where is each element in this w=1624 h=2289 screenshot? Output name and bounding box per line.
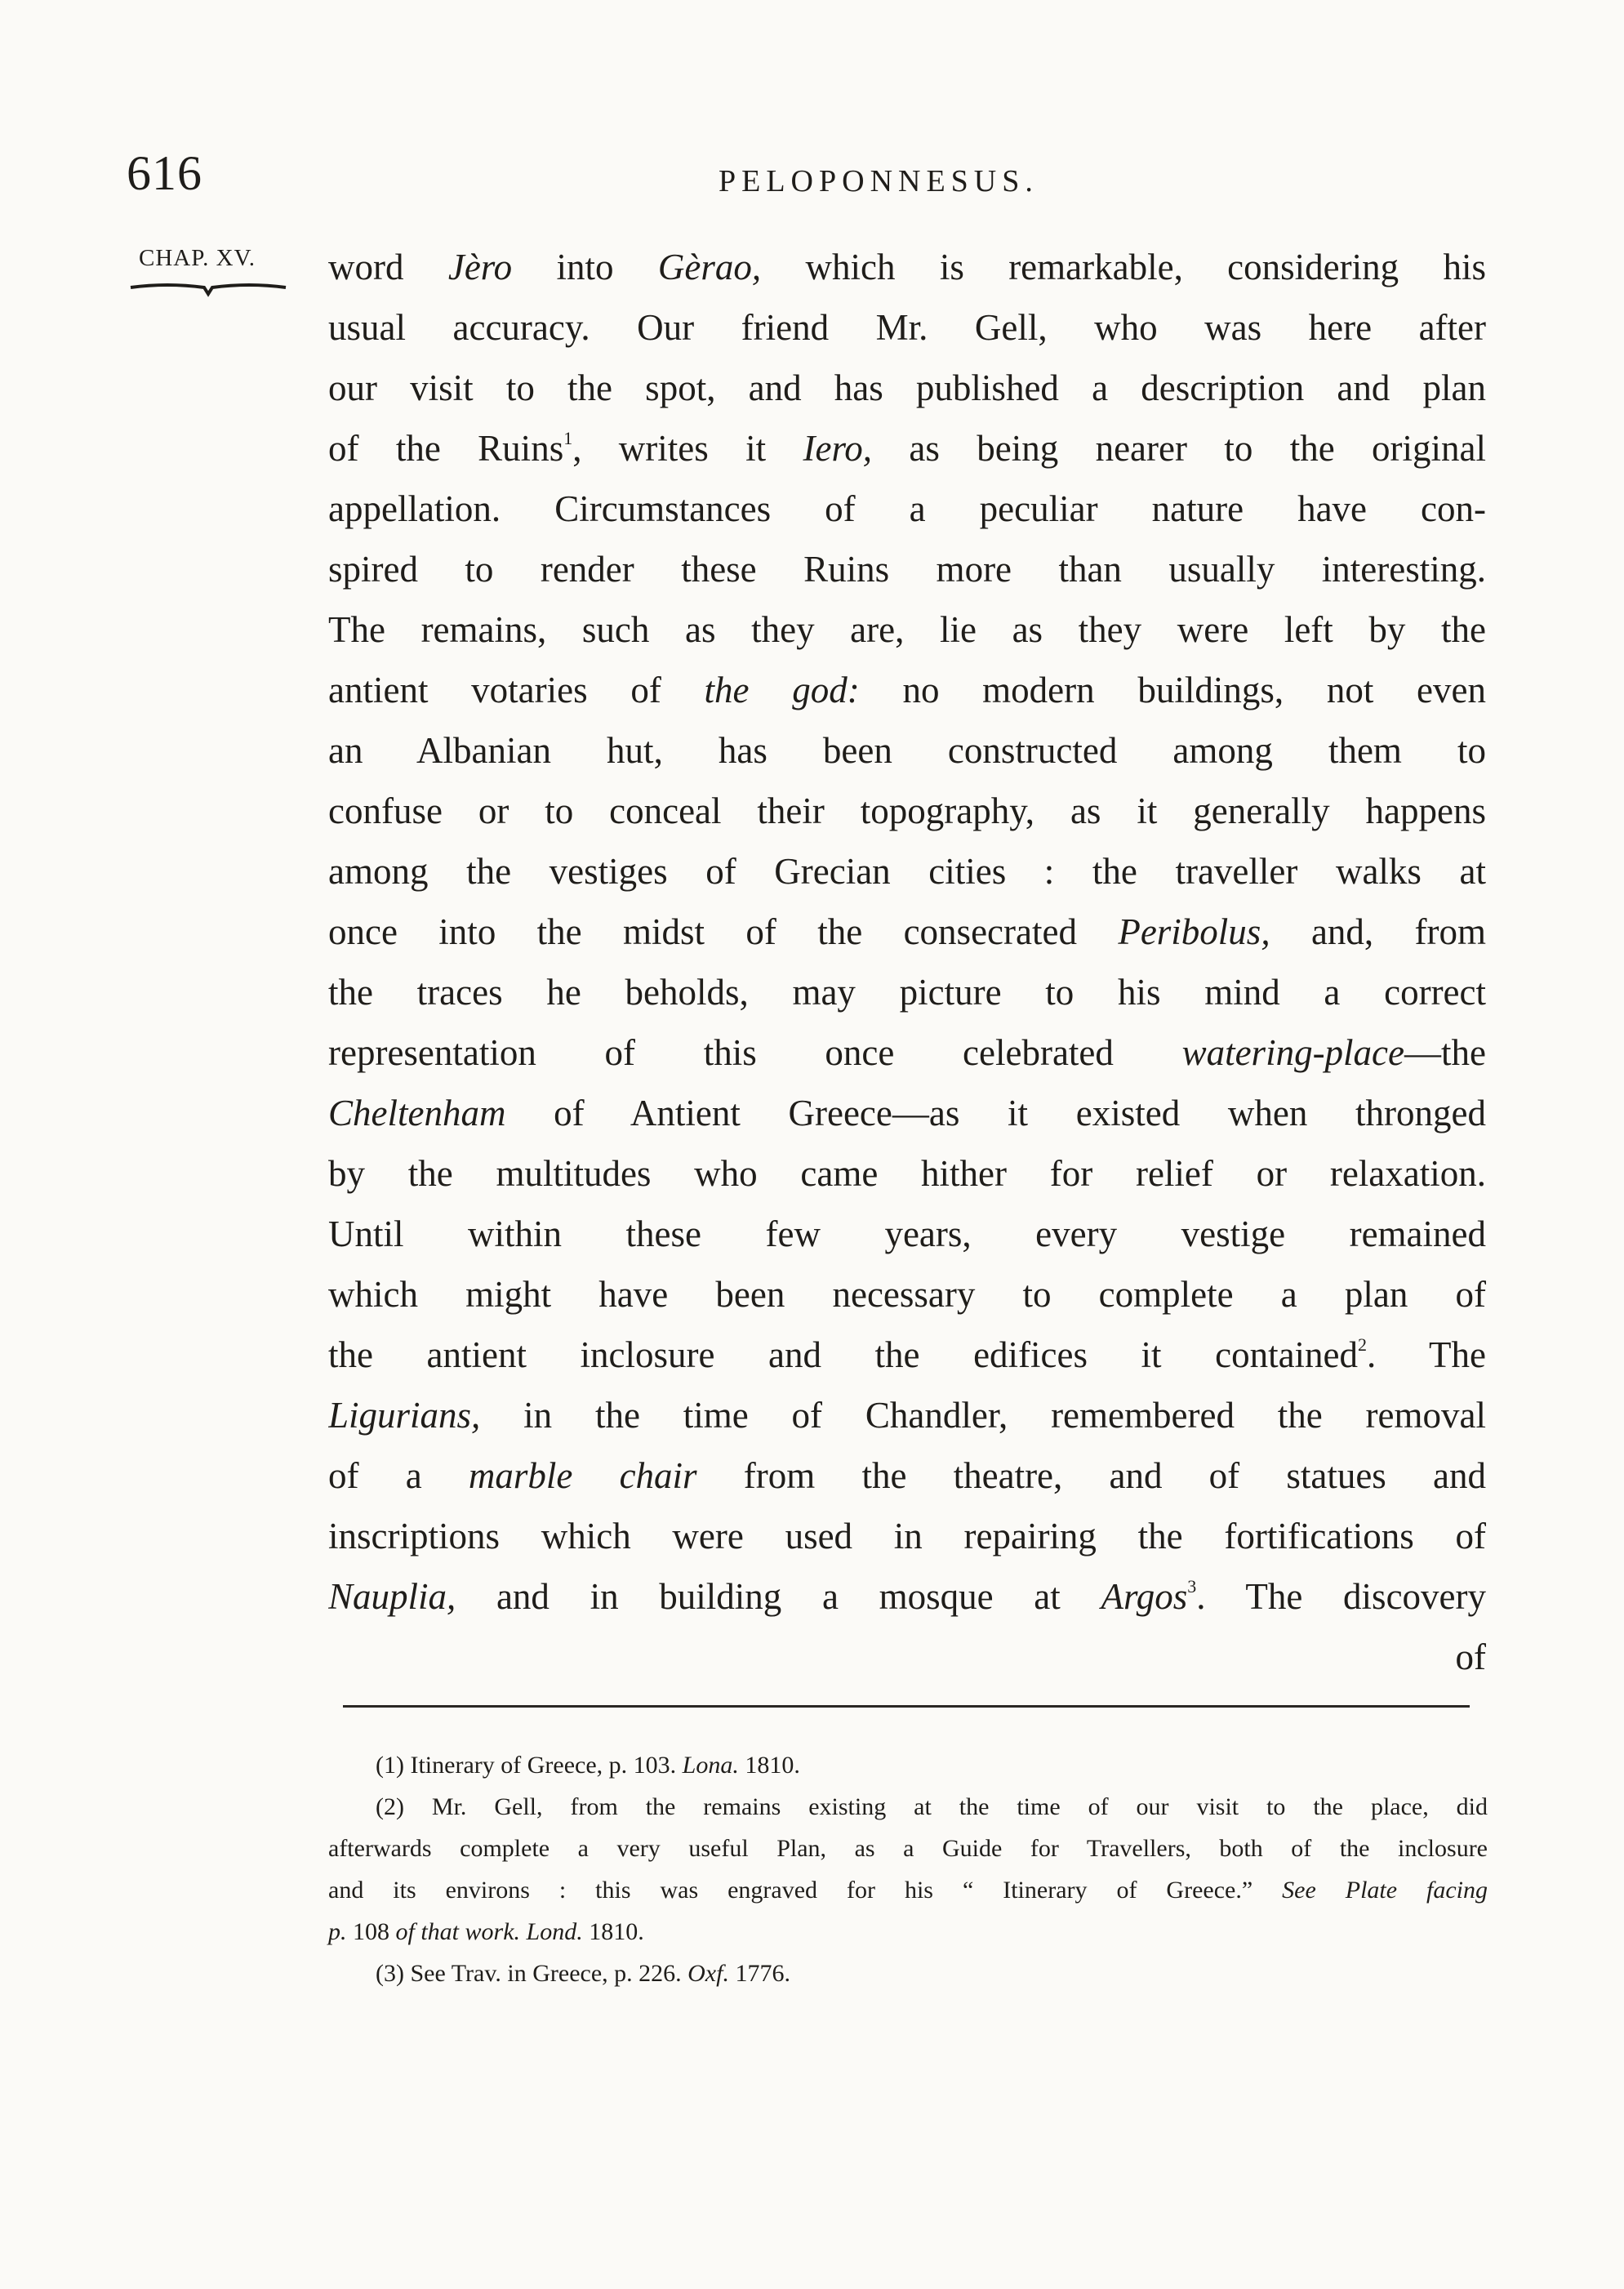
footnote-ref: 3 — [1187, 1576, 1197, 1597]
text-line: the antient inclosure and the edifices it contained$^2$. The — [328, 1334, 1486, 1375]
footnote-2-line: p. 108 of that work. Lond. 1810. — [328, 1918, 644, 1945]
catchword: of — [1455, 1637, 1486, 1677]
page-number: 616 — [127, 146, 202, 200]
text-line: word Jèro into Gèrao, which is remarkable, considering his — [328, 247, 1486, 287]
text-line: an Albanian hut, has been constructed among them to — [328, 730, 1486, 771]
main-text — [328, 237, 1486, 1687]
text-line: Until within these few years, every vestige remained — [328, 1214, 1486, 1254]
running-head: PELOPONNESUS. — [719, 164, 1039, 198]
footnote-ref: 1 — [563, 428, 573, 448]
text-line: which might have been necessary to complete a plan of — [328, 1274, 1486, 1315]
text-line: antient votaries of the god: no modern buildings, not even — [328, 670, 1486, 710]
footnote-rule — [343, 1705, 1470, 1708]
text-line: once into the midst of the consecrated Peribolus, and, from — [328, 911, 1486, 952]
text-line: the traces he beholds, may picture to his mind a correct — [328, 972, 1486, 1013]
text-line: Ligurians, in the time of Chandler, remembered the removal — [328, 1395, 1486, 1436]
chapter-marginal-note: CHAP. XV. — [139, 245, 256, 271]
text-line: appellation. Circumstances of a peculiar nature have con- — [328, 488, 1486, 529]
footnote-ref: 2 — [1358, 1334, 1368, 1355]
text-line: inscriptions which were used in repairing the fortifications of — [328, 1516, 1486, 1556]
text-line: our visit to the spot, and has published a description and plan — [328, 367, 1486, 408]
footnote-1: (1) Itinerary of Greece, p. 103. Lona. 1810. — [376, 1752, 800, 1779]
text-line: representation of this once celebrated watering-place—the — [328, 1032, 1486, 1073]
footnote-3: (3) See Trav. in Greece, p. 226. Oxf. 1776. — [376, 1960, 790, 1987]
text-line: Cheltenham of Antient Greece—as it existed when thronged — [328, 1093, 1486, 1133]
brace-ornament — [127, 278, 290, 302]
text-line: usual accuracy. Our friend Mr. Gell, who was here after — [328, 307, 1486, 348]
text-line: confuse or to conceal their topography, as it generally happens — [328, 790, 1486, 831]
text-line: Nauplia, and in building a mosque at Argos$^3$. The discovery — [328, 1576, 1486, 1617]
text-line: among the vestiges of Grecian cities : the traveller walks at — [328, 851, 1486, 892]
text-line: The remains, such as they are, lie as they were left by the — [328, 609, 1486, 650]
text-line: by the multitudes who came hither for relief or relaxation. — [328, 1153, 1486, 1194]
footnote-2-line: afterwards complete a very useful Plan, as a Guide for Travellers, both of the inclosure — [328, 1835, 1488, 1862]
text-line: of the Ruins$^1$, writes it Iero, as being nearer to the original — [328, 428, 1486, 469]
footnote-2-line: (2) Mr. Gell, from the remains existing at the time of our visit to the place, did — [376, 1793, 1488, 1820]
footnote-2-line: and its environs : this was engraved for his “ Itinerary of Greece.” See Plate facing — [328, 1877, 1488, 1904]
footnotes — [328, 1744, 1488, 1994]
text-line: of a marble chair from the theatre, and of statues and — [328, 1455, 1486, 1496]
text-line: spired to render these Ruins more than usually interesting. — [328, 549, 1486, 590]
